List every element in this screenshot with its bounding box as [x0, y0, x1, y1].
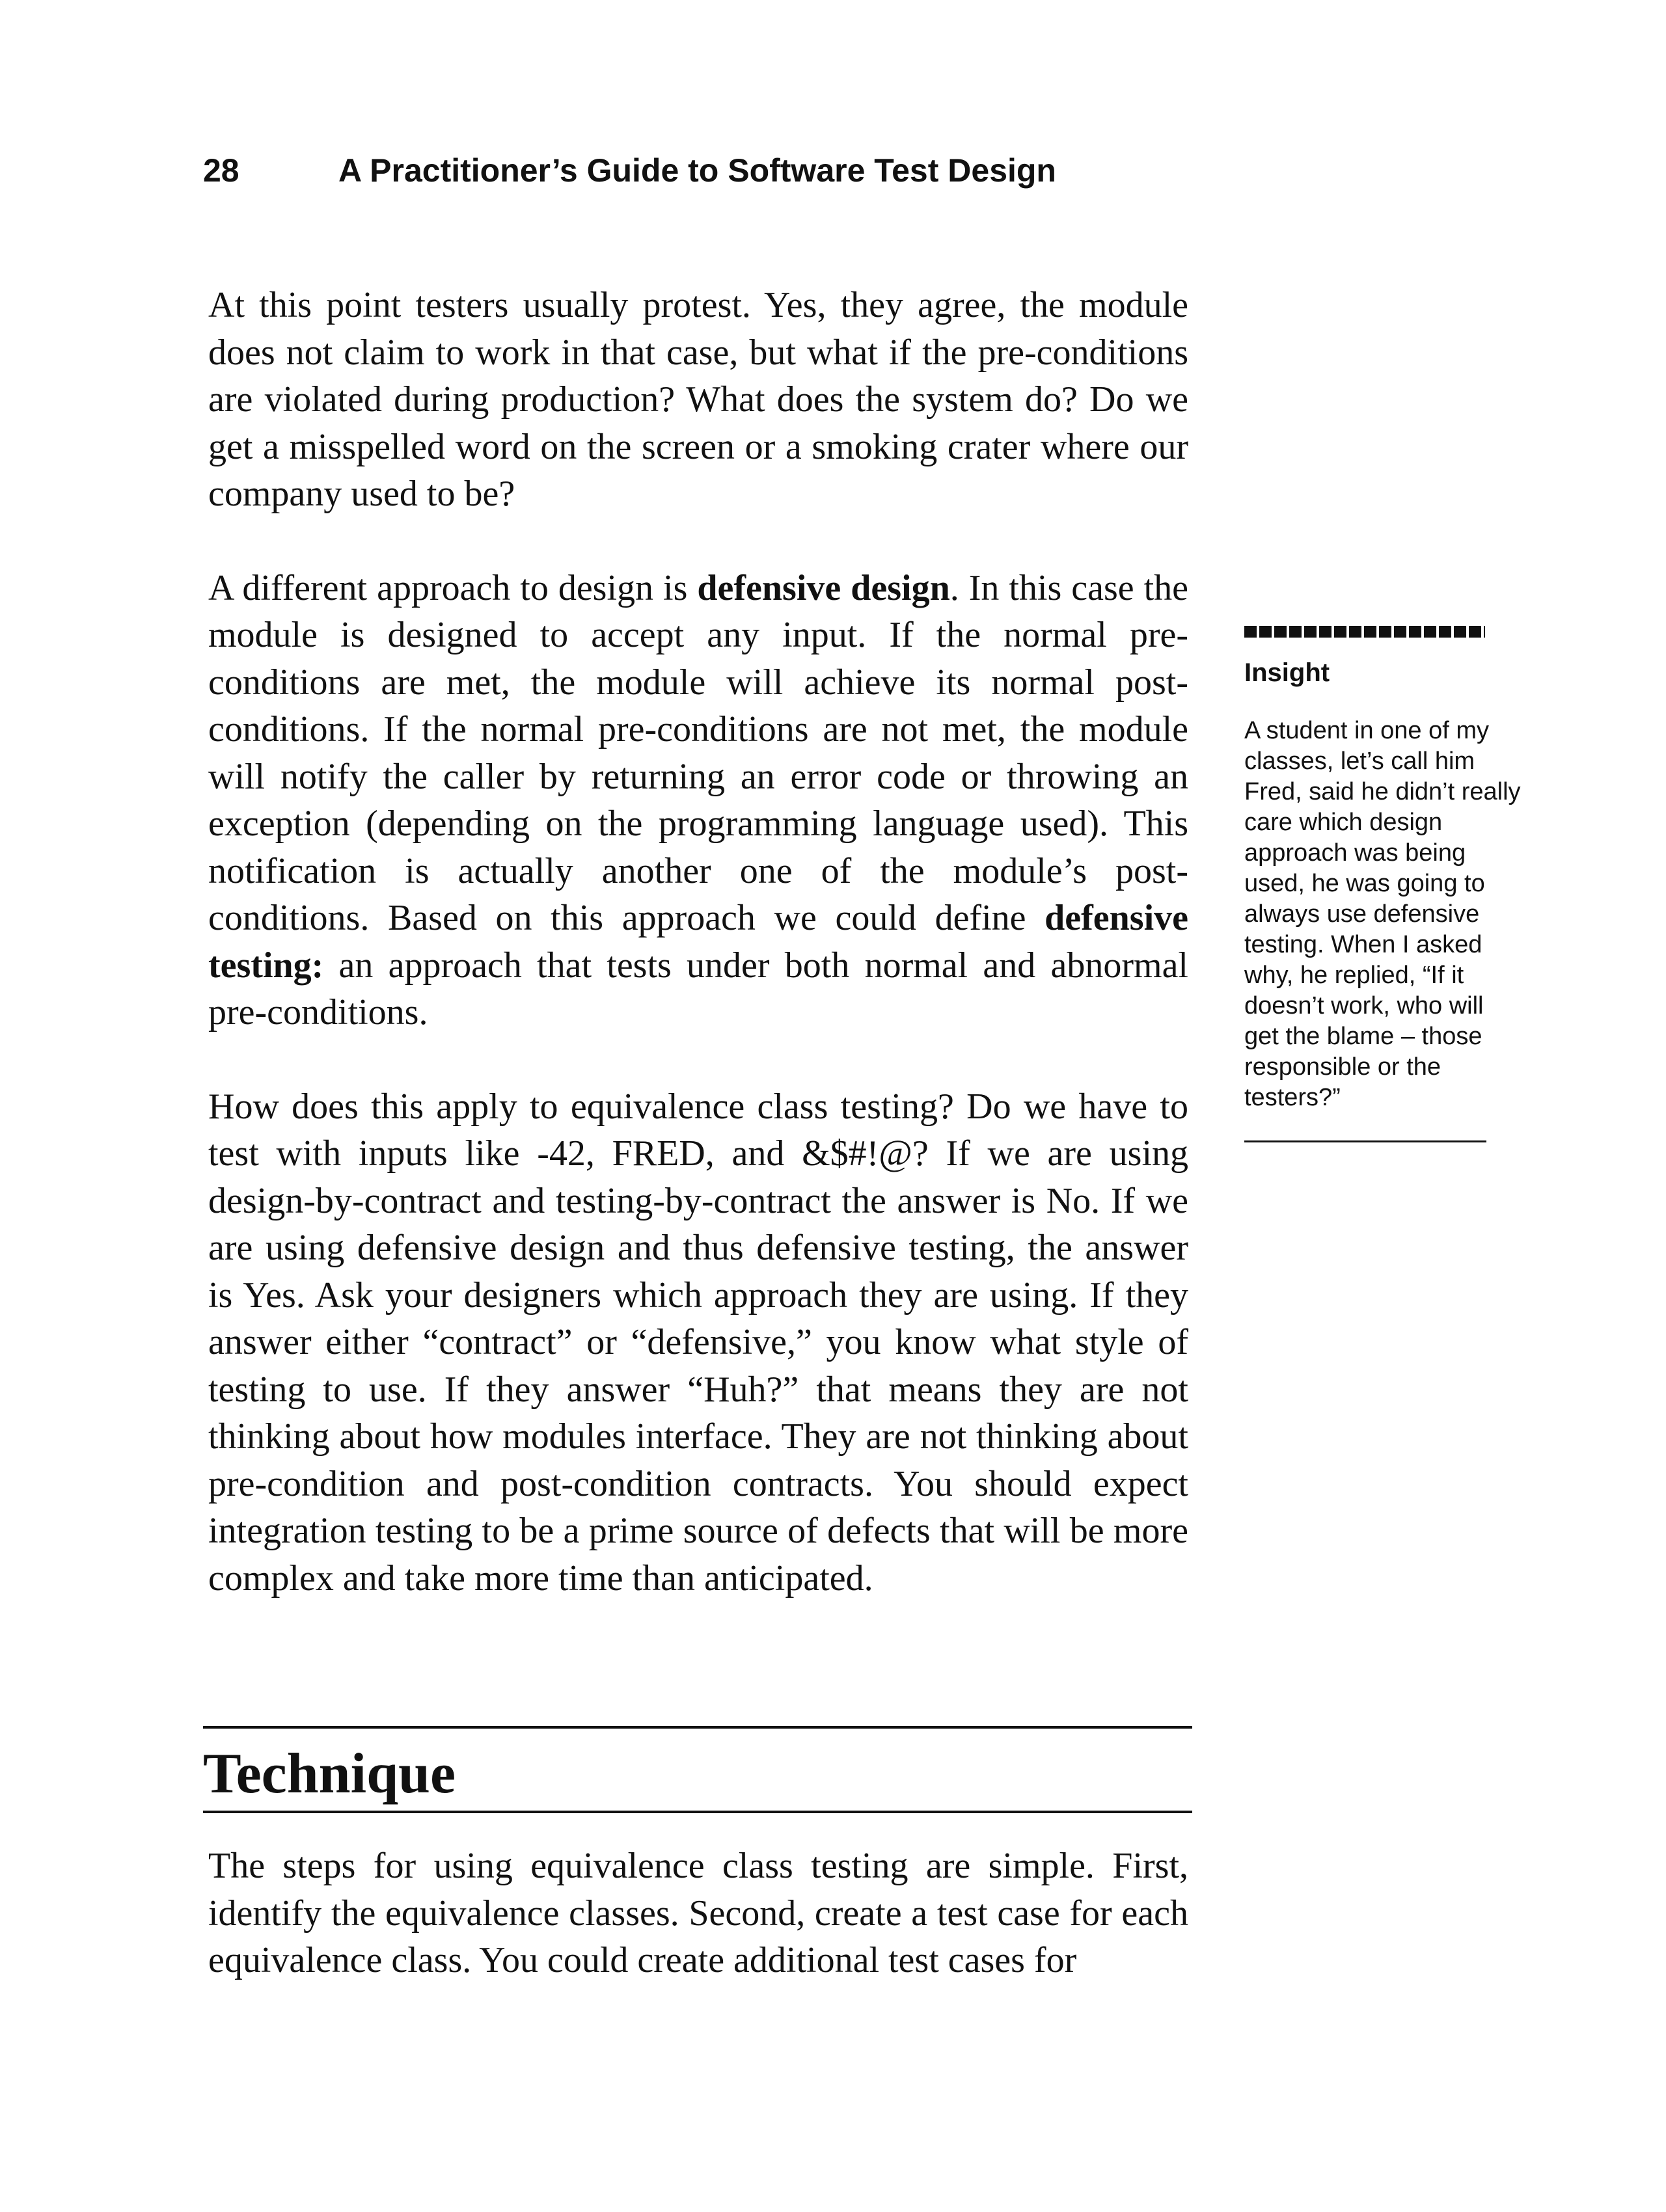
term-defensive-design: defensive design	[697, 567, 950, 608]
body-text	[208, 282, 1188, 1602]
insight-sidebar	[1244, 626, 1525, 1142]
text-run: . In this case the module is designed to accept any input. If the normal pre-conditions are met, the module will achieve its normal post-conditions. If the normal pre-conditions are not met, the module will notify the caller by returning an error code or throwing an exception (depending on the programming language used). This notification is actually another one of the module’s post-conditions. Based on this approach we could define	[208, 567, 1188, 938]
sidebar-text: A student in one of my classes, let’s call him Fred, said he didn’t really care which design approach was being used, he was going to always use defensive testing. When I asked why, he replied, “If it doesn’t work, who will get the blame – those responsible or the testers?”	[1244, 717, 1521, 1111]
section-heading: Technique	[203, 1726, 1192, 1813]
dashed-rule	[1244, 626, 1485, 638]
sidebar-title: Insight	[1244, 658, 1330, 687]
paragraph-defensive-design	[208, 565, 1188, 1036]
term-defensive-testing: defensive testing:	[208, 898, 1188, 986]
running-header	[203, 151, 1056, 190]
paragraph: The steps for using equivalence class testing are simple. First, identify the equivalence classes. Second, create a test case for each equivalence class. You could create additional test cases for	[208, 1846, 1188, 1980]
paragraph: At this point testers usually protest. Yes, they agree, the module does not claim to work in that case, but what if the pre-conditions are violated during production? What does the system do? Do we get a misspelled word on the screen or a smoking crater where our company used to be?	[208, 285, 1188, 514]
page-number: 28	[203, 152, 239, 189]
section-body-text	[208, 1842, 1188, 1984]
paragraph: How does this apply to equivalence class testing? Do we have to test with inputs like -42, FRED, and &$#!@? If we are using design-by-contract and testing-by-contract the answer is No. If we are using defensive design and thus defensive testing, the answer is Yes. Ask your designers which approach they are using. If they answer either “contract” or “defensive,” you know what style of testing to use. If they answer “Huh?” that means they are not thinking about how modules interface. They are not thinking about pre-condition and post-condition contracts. You should expect integration testing to be a prime source of defects that will be more complex and take more time than anticipated.	[208, 1086, 1188, 1598]
sidebar-bottom-rule	[1244, 1140, 1486, 1142]
text-run: A different approach to design is	[208, 567, 698, 608]
book-title: A Practitioner’s Guide to Software Test Design	[338, 152, 1056, 189]
text-run: an approach that tests under both normal and abnormal pre-conditions.	[208, 945, 1188, 1032]
